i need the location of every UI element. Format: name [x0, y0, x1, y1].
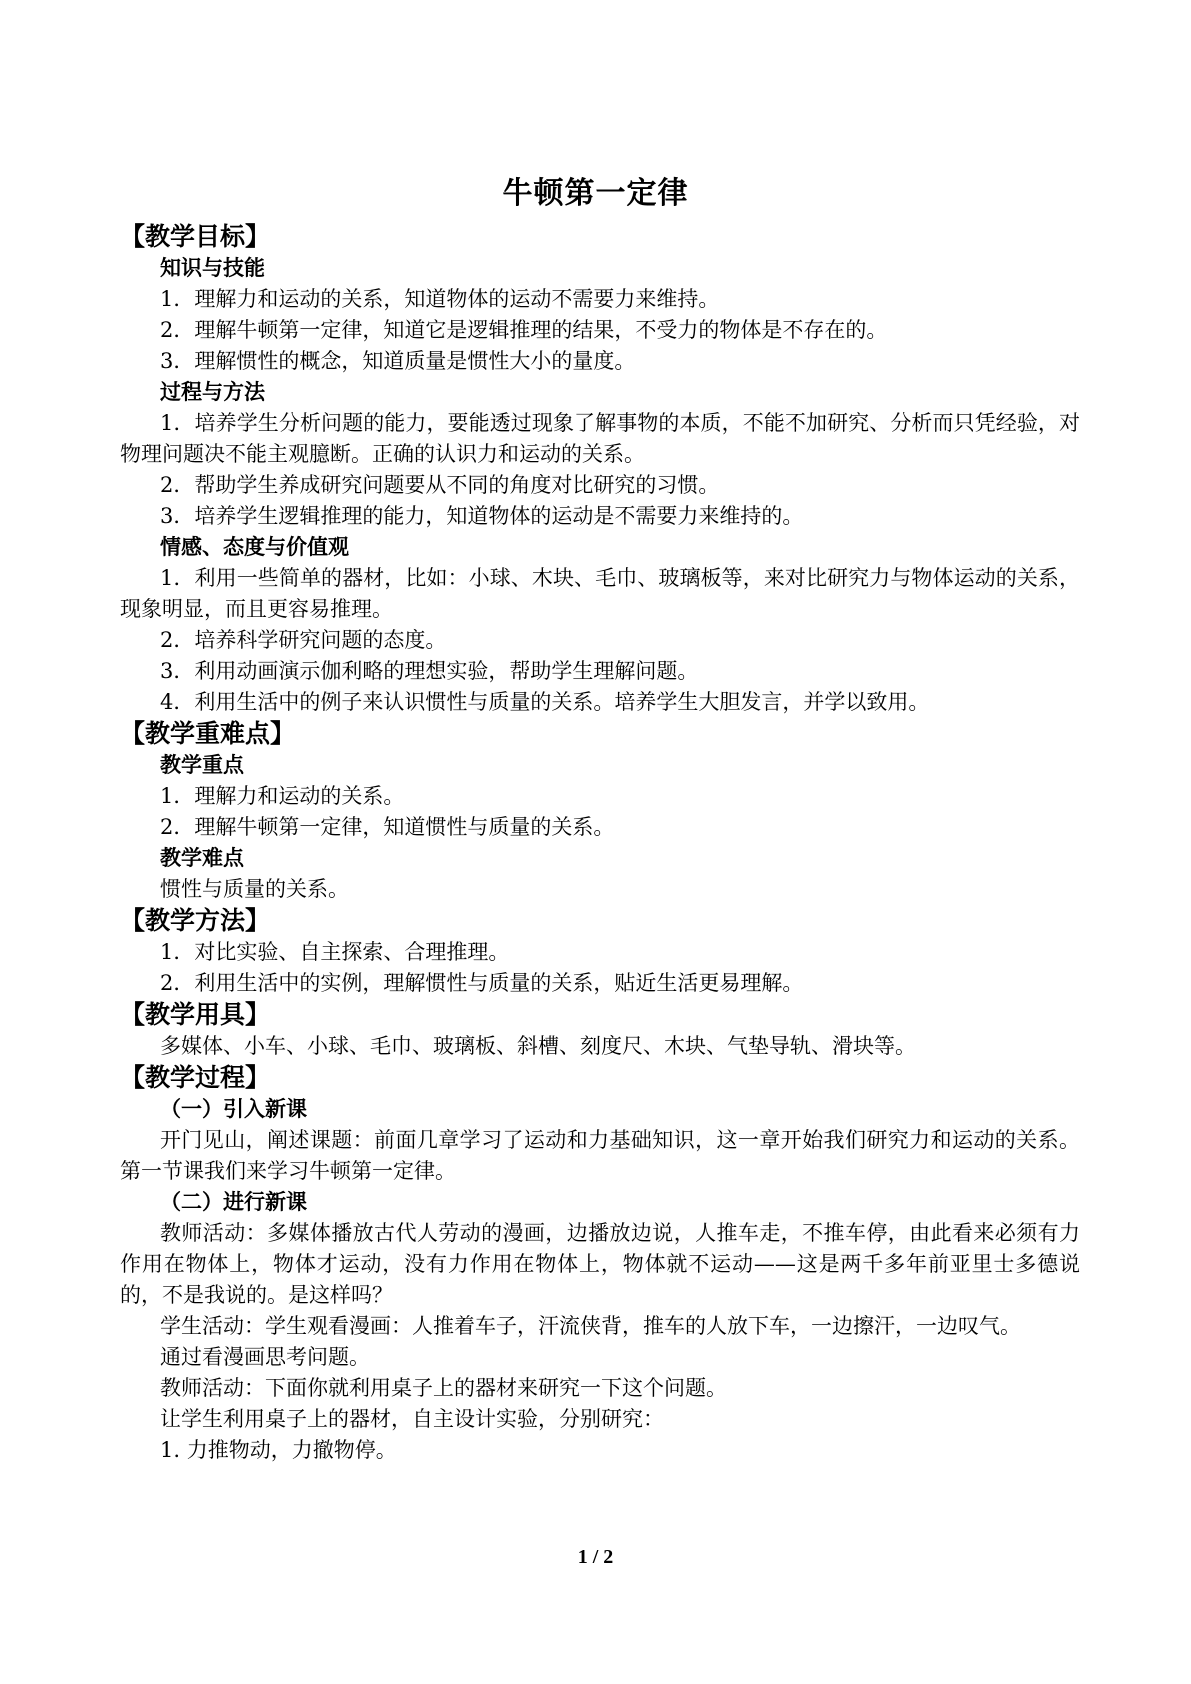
paragraph: 1．利用一些简单的器材，比如：小球、木块、毛巾、玻璃板等，来对比研究力与物体运动的关系，现象明显，而且更容易推理。 — [120, 566, 1080, 621]
page-number — [0, 1546, 1191, 1569]
page-separator: / — [587, 1546, 604, 1568]
subheading-process-method: 过程与方法 — [160, 380, 265, 404]
subheading-emotion: 情感、态度与价值观 — [160, 535, 349, 559]
section-heading-process: 【教学过程】 — [120, 1063, 271, 1092]
subheading-key: 教学重点 — [160, 753, 244, 777]
paragraph: 2．理解牛顿第一定律，知道它是逻辑推理的结果，不受力的物体是不存在的。 — [160, 318, 888, 342]
paragraph: 1．理解力和运动的关系。 — [160, 784, 405, 808]
paragraph: 让学生利用桌子上的器材，自主设计实验，分别研究： — [160, 1407, 664, 1431]
paragraph: 教师活动：下面你就利用桌子上的器材来研究一下这个问题。 — [160, 1376, 727, 1400]
subheading-new-lesson: （二）进行新课 — [160, 1190, 307, 1214]
paragraph: 2．理解牛顿第一定律，知道惯性与质量的关系。 — [160, 815, 615, 839]
paragraph: 学生活动：学生观看漫画：人推着车子，汗流侠背，推车的人放下车，一边擦汗，一边叹气。 — [160, 1314, 1021, 1338]
paragraph: 多媒体、小车、小球、毛巾、玻璃板、斜槽、刻度尺、木块、气垫导轨、滑块等。 — [160, 1034, 916, 1058]
paragraph: 开门见山，阐述课题：前面几章学习了运动和力基础知识，这一章开始我们研究力和运动的关系。第一节课我们来学习牛顿第一定律。 — [120, 1128, 1080, 1183]
paragraph: 1. 力推物动，力撤物停。 — [160, 1438, 397, 1462]
section-heading-keypoints: 【教学重难点】 — [120, 719, 296, 748]
section-heading-tools: 【教学用具】 — [120, 1000, 271, 1029]
page-current: 1 — [577, 1546, 588, 1568]
subheading-intro: （一）引入新课 — [160, 1097, 307, 1121]
document-body — [120, 221, 1080, 1466]
paragraph: 1．培养学生分析问题的能力，要能透过现象了解事物的本质，不能不加研究、分析而只凭经验，对物理问题决不能主观臆断。正确的认识力和运动的关系。 — [120, 411, 1080, 466]
paragraph: 2．帮助学生养成研究问题要从不同的角度对比研究的习惯。 — [160, 473, 720, 497]
paragraph: 3．利用动画演示伽利略的理想实验，帮助学生理解问题。 — [160, 659, 699, 683]
paragraph: 惯性与质量的关系。 — [160, 877, 349, 901]
paragraph: 教师活动：多媒体播放古代人劳动的漫画，边播放边说，人推车走，不推车停，由此看来必须有力作用在物体上，物体才运动，没有力作用在物体上，物体就不运动——这是两千多年前亚里士多德说的，不是我说的。是这样吗？ — [120, 1221, 1080, 1307]
paragraph: 3．培养学生逻辑推理的能力，知道物体的运动是不需要力来维持的。 — [160, 504, 804, 528]
section-heading-goals: 【教学目标】 — [120, 222, 271, 251]
section-heading-methods: 【教学方法】 — [120, 906, 271, 935]
subheading-difficult: 教学难点 — [160, 846, 244, 870]
paragraph: 4．利用生活中的例子来认识惯性与质量的关系。培养学生大胆发言，并学以致用。 — [160, 690, 930, 714]
subheading-knowledge: 知识与技能 — [160, 256, 265, 280]
document-title: 牛顿第一定律 — [502, 176, 689, 211]
paragraph: 1．理解力和运动的关系，知道物体的运动不需要力来维持。 — [160, 287, 720, 311]
paragraph: 2．培养科学研究问题的态度。 — [160, 628, 447, 652]
page-total: 2 — [603, 1546, 614, 1568]
paragraph: 2．利用生活中的实例，理解惯性与质量的关系，贴近生活更易理解。 — [160, 971, 804, 995]
paragraph: 3．理解惯性的概念，知道质量是惯性大小的量度。 — [160, 349, 636, 373]
paragraph: 1．对比实验、自主探索、合理推理。 — [160, 940, 510, 964]
paragraph: 通过看漫画思考问题。 — [160, 1345, 370, 1369]
